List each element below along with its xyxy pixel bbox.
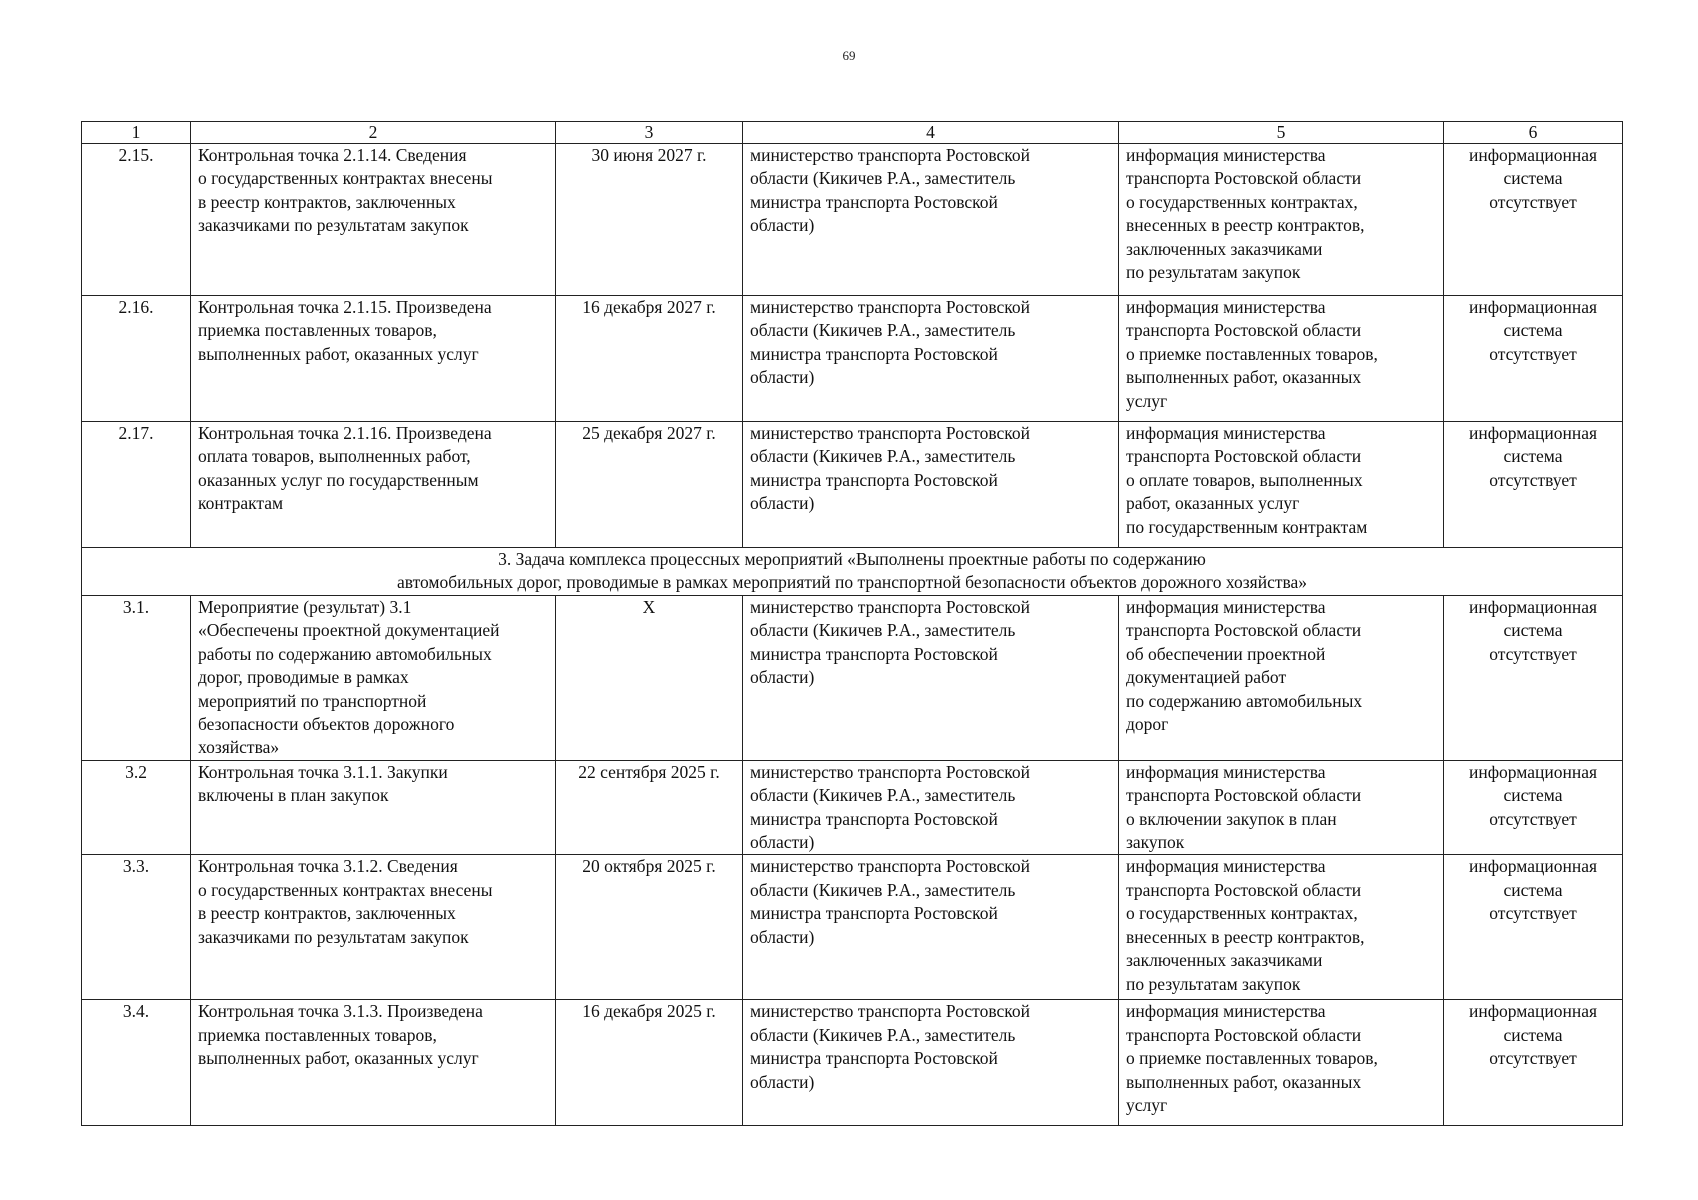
row-number-cell-text: 2.17. bbox=[118, 423, 154, 443]
row-date-cell bbox=[556, 855, 743, 1000]
row-document-cell-text: информация министерства транспорта Ростовской области о включении закупок в план закупок bbox=[1126, 761, 1362, 853]
row-number-cell bbox=[82, 1000, 191, 1126]
row-date-cell bbox=[556, 144, 743, 296]
row-responsible-cell bbox=[743, 760, 1119, 855]
table-row bbox=[82, 422, 1623, 548]
row-document-cell bbox=[1119, 855, 1444, 1000]
table-row bbox=[82, 596, 1623, 761]
row-system-cell bbox=[1444, 1000, 1623, 1126]
row-number-cell-text: 2.16. bbox=[118, 297, 154, 317]
row-date-cell-text: 22 сентября 2025 г. bbox=[578, 761, 720, 782]
section-title-text: 3. Задача комплекса процессных мероприятий «Выполнены проектные работы по содержанию автомобильных дорог, проводимые в рамках мероприятий по транспортной безопасности объектов дорожного хозяйства» bbox=[396, 549, 1308, 592]
row-number-cell bbox=[82, 596, 191, 761]
row-responsible-cell-text: министерство транспорта Ростовской области (Кикичев Р.А., заместитель министра транспорта Ростовской области) bbox=[750, 423, 1031, 514]
row-name-cell-text: Контрольная точка 3.1.3. Произведена приемка поставленных товаров, выполненных работ, оказанных услуг bbox=[198, 1001, 483, 1069]
row-date-cell-text: 16 декабря 2025 г. bbox=[582, 1001, 716, 1022]
row-responsible-cell bbox=[743, 855, 1119, 1000]
row-number-cell bbox=[82, 422, 191, 548]
row-number-cell-text: 3.3. bbox=[122, 856, 150, 877]
row-responsible-cell bbox=[743, 596, 1119, 761]
row-name-cell bbox=[191, 596, 556, 761]
row-number-cell bbox=[82, 296, 191, 422]
section-row bbox=[82, 548, 1623, 596]
row-name-cell-text: Контрольная точка 2.1.16. Произведена оплата товаров, выполненных работ, оказанных услуг по государственным контрактам bbox=[198, 423, 492, 514]
section-title bbox=[82, 548, 1623, 596]
row-document-cell-text: информация министерства транспорта Ростовской области о государственных контрактах, внесенных в реестр контрактов, заключенных заказчиками по результатам закупок bbox=[1126, 856, 1365, 994]
row-number-cell bbox=[82, 855, 191, 1000]
row-name-cell bbox=[191, 855, 556, 1000]
header-cell: 6 bbox=[1444, 122, 1623, 144]
row-number-cell-text: 3.1. bbox=[122, 597, 150, 617]
row-document-cell bbox=[1119, 144, 1444, 296]
row-date-cell-text: X bbox=[642, 597, 656, 617]
table-row bbox=[82, 855, 1623, 1000]
row-responsible-cell-text: министерство транспорта Ростовской области (Кикичев Р.А., заместитель министра транспорта Ростовской области) bbox=[750, 1001, 1031, 1092]
row-system-cell bbox=[1444, 855, 1623, 1000]
row-date-cell-text: 16 декабря 2027 г. bbox=[582, 297, 716, 317]
row-number-cell bbox=[82, 144, 191, 296]
row-responsible-cell-text: министерство транспорта Ростовской области (Кикичев Р.А., заместитель министра транспорта Ростовской области) bbox=[750, 856, 1031, 947]
row-responsible-cell-text: министерство транспорта Ростовской области (Кикичев Р.А., заместитель министра транспорта Ростовской области) bbox=[750, 761, 1031, 853]
row-name-cell-text: Контрольная точка 3.1.2. Сведения о государственных контрактах внесены в реестр контрактов, заключенных заказчиками по результатам закупок bbox=[198, 856, 493, 947]
row-system-cell-text: информационная система отсутствует bbox=[1468, 1001, 1598, 1069]
header-cell: 3 bbox=[556, 122, 743, 144]
row-document-cell bbox=[1119, 760, 1444, 855]
row-responsible-cell bbox=[743, 422, 1119, 548]
row-document-cell-text: информация министерства транспорта Ростовской области об обеспечении проектной документацией работ по содержанию автомобильных дорог bbox=[1126, 597, 1363, 735]
row-name-cell-text: Мероприятие (результат) 3.1 «Обеспечены проектной документацией работы по содержанию автомобильных дорог, проводимые в рамках мероприятий по транспортной безопасности объектов дорожного хозяйства» bbox=[198, 597, 500, 758]
header-cell: 1 bbox=[82, 122, 191, 144]
row-responsible-cell-text: министерство транспорта Ростовской области (Кикичев Р.А., заместитель министра транспорта Ростовской области) bbox=[750, 145, 1031, 236]
row-system-cell bbox=[1444, 596, 1623, 761]
row-responsible-cell-text: министерство транспорта Ростовской области (Кикичев Р.А., заместитель министра транспорта Ростовской области) bbox=[750, 597, 1031, 688]
row-name-cell bbox=[191, 296, 556, 422]
row-number-cell-text: 2.15. bbox=[118, 145, 154, 165]
row-system-cell bbox=[1444, 144, 1623, 296]
row-document-cell-text: информация министерства транспорта Ростовской области о оплате товаров, выполненных работ, оказанных услуг по государственным контрактам bbox=[1126, 423, 1368, 537]
row-date-cell-text: 25 декабря 2027 г. bbox=[582, 423, 716, 443]
header-cell: 5 bbox=[1119, 122, 1444, 144]
row-name-cell bbox=[191, 1000, 556, 1126]
row-system-cell-text: информационная система отсутствует bbox=[1468, 423, 1598, 490]
row-responsible-cell bbox=[743, 296, 1119, 422]
row-date-cell bbox=[556, 1000, 743, 1126]
row-system-cell-text: информационная система отсутствует bbox=[1468, 297, 1598, 364]
row-date-cell bbox=[556, 760, 743, 855]
row-name-cell-text: Контрольная точка 2.1.15. Произведена приемка поставленных товаров, выполненных работ, оказанных услуг bbox=[198, 297, 492, 364]
row-name-cell-text: Контрольная точка 3.1.1. Закупки включены в план закупок bbox=[198, 761, 448, 806]
header-cell: 2 bbox=[191, 122, 556, 144]
table-row bbox=[82, 144, 1623, 296]
row-name-cell-text: Контрольная точка 2.1.14. Сведения о государственных контрактах внесены в реестр контрактов, заключенных заказчиками по результатам закупок bbox=[198, 145, 493, 236]
row-name-cell bbox=[191, 422, 556, 548]
plan-table bbox=[81, 121, 1623, 1126]
row-name-cell bbox=[191, 760, 556, 855]
header-row bbox=[82, 122, 1623, 144]
row-system-cell bbox=[1444, 296, 1623, 422]
row-responsible-cell bbox=[743, 144, 1119, 296]
row-system-cell bbox=[1444, 422, 1623, 548]
row-document-cell-text: информация министерства транспорта Ростовской области о приемке поставленных товаров, выполненных работ, оказанных услуг bbox=[1126, 1001, 1378, 1116]
row-system-cell-text: информационная система отсутствует bbox=[1468, 145, 1598, 212]
row-date-cell-text: 20 октября 2025 г. bbox=[582, 856, 716, 877]
table-row bbox=[82, 1000, 1623, 1126]
row-system-cell-text: информационная система отсутствует bbox=[1468, 597, 1598, 664]
row-responsible-cell-text: министерство транспорта Ростовской области (Кикичев Р.А., заместитель министра транспорта Ростовской области) bbox=[750, 297, 1031, 388]
row-system-cell-text: информационная система отсутствует bbox=[1468, 856, 1598, 924]
row-date-cell bbox=[556, 596, 743, 761]
row-document-cell-text: информация министерства транспорта Ростовской области о государственных контрактах, внесенных в реестр контрактов, заключенных заказчиками по результатам закупок bbox=[1126, 145, 1365, 283]
row-date-cell bbox=[556, 422, 743, 548]
table-body bbox=[82, 144, 1623, 1126]
row-system-cell-text: информационная система отсутствует bbox=[1468, 761, 1598, 829]
row-responsible-cell bbox=[743, 1000, 1119, 1126]
row-date-cell bbox=[556, 296, 743, 422]
row-document-cell bbox=[1119, 1000, 1444, 1126]
table-row bbox=[82, 760, 1623, 855]
row-number-cell-text: 3.2 bbox=[125, 761, 147, 782]
page-number: 69 bbox=[842, 48, 856, 63]
row-document-cell bbox=[1119, 596, 1444, 761]
row-document-cell-text: информация министерства транспорта Ростовской области о приемке поставленных товаров, выполненных работ, оказанных услуг bbox=[1126, 297, 1378, 411]
table-row bbox=[82, 296, 1623, 422]
row-number-cell bbox=[82, 760, 191, 855]
row-date-cell-text: 30 июня 2027 г. bbox=[591, 145, 707, 165]
header-cell: 4 bbox=[743, 122, 1119, 144]
row-document-cell bbox=[1119, 422, 1444, 548]
row-document-cell bbox=[1119, 296, 1444, 422]
row-name-cell bbox=[191, 144, 556, 296]
row-system-cell bbox=[1444, 760, 1623, 855]
row-number-cell-text: 3.4. bbox=[122, 1001, 150, 1022]
